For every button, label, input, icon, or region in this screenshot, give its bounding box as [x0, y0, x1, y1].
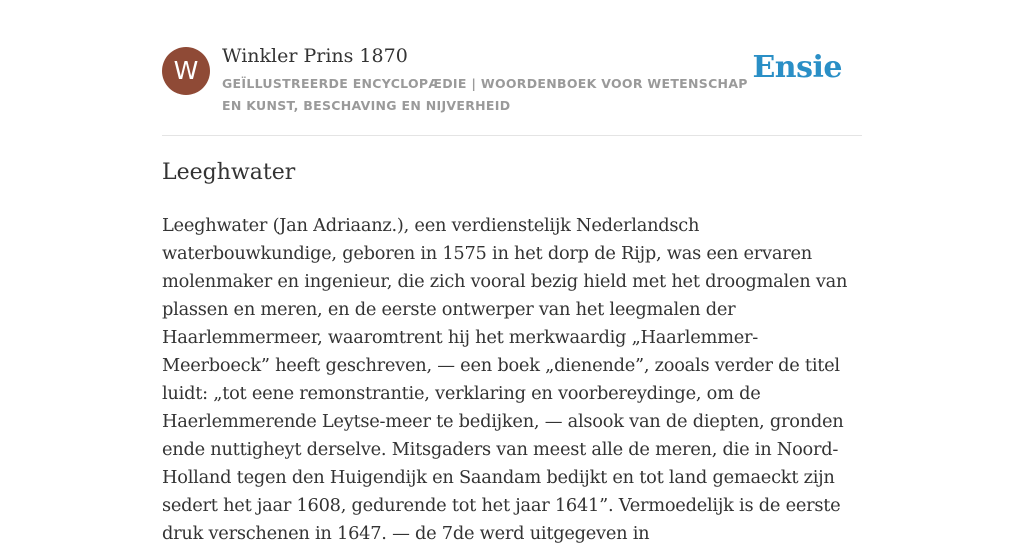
ensie-logo-link[interactable]: Ensie — [752, 50, 842, 85]
article-body: Leeghwater (Jan Adriaanz.), een verdienstelijk Nederlandsch waterbouwkundige, geboren in 1575 in het dorp de Rijp, was een ervaren molenmaker en ingenieur, die zich vooral bezig hield met het droogmalen van plassen en meren, en de eerste ontwerper van het leegmalen der Haarlemmermeer, waaromtrent hij het merkwaardig „Haarlemmer-Meerboeck” heeft geschreven, — een boek „dienende”, zooals verder de titel luidt: „tot eene remonstrantie, verklaring en voorbereydinge, om de Haerlemmerende Leytse-meer te bedijken, — alsook van de diepten, gronden ende nuttigheyt derselve. Mitsgaders van meest alle de meren, die in Noord-Holland tegen den Huigendijk en Saandam bedijkt en tot land gemaeckt zijn sedert het jaar 1608, gedurende tot het jaar 1641”. Vermoedelijk is de eerste druk verschenen in 1647. — de 7de werd uitgegeven in — [162, 215, 848, 544]
source-title[interactable]: Winkler Prins 1870 — [222, 45, 408, 67]
source-subtitle: GEÏLLUSTREERDE ENCYCLOPÆDIE | WOORDENBOEK VOOR WETENSCHAP EN KUNST, BESCHAVING EN NIJVERHEID — [222, 76, 748, 113]
page-container — [162, 0, 862, 544]
source-avatar[interactable]: W — [162, 47, 210, 95]
article-title: Leeghwater — [162, 160, 296, 185]
source-header — [162, 0, 862, 136]
